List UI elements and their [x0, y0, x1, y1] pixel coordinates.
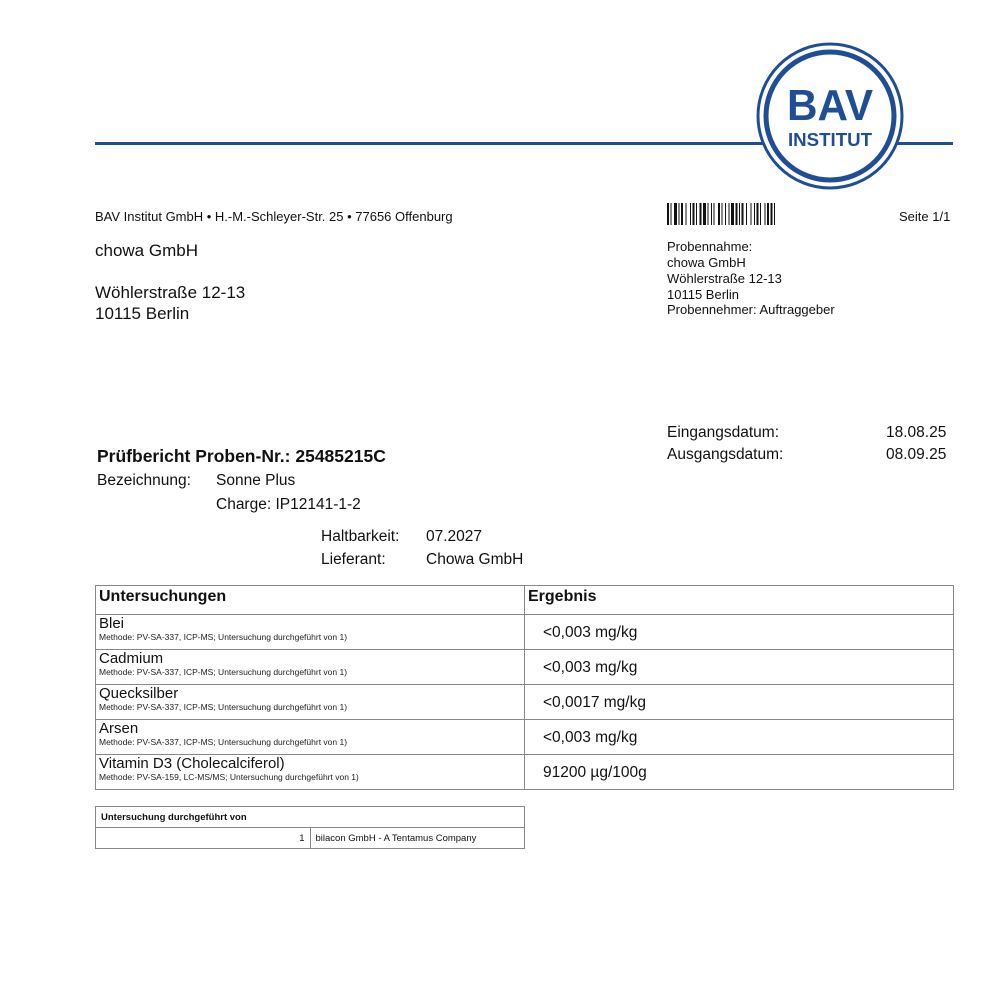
test-result: <0,003 mg/kg — [525, 720, 954, 755]
test-result: <0,003 mg/kg — [525, 650, 954, 685]
supplier-label: Lieferant: — [321, 551, 386, 568]
page-number: Seite 1/1 — [899, 209, 951, 224]
test-cell — [96, 650, 525, 685]
performed-by-header-row — [96, 807, 525, 828]
col-tests-header: Untersuchungen — [96, 586, 525, 615]
sender-line: BAV Institut GmbH • H.-M.-Schleyer-Str. 25 • 77656 Offenburg — [95, 209, 453, 224]
test-cell — [96, 755, 525, 790]
lab-number: 1 — [96, 828, 311, 849]
issued-date-label: Ausgangsdatum: — [667, 446, 784, 463]
sampling-label: Probennahme: — [667, 239, 753, 254]
table-row — [96, 755, 954, 790]
table-row — [96, 685, 954, 720]
received-date-label: Eingangsdatum: — [667, 424, 780, 441]
svg-text:INSTITUT: INSTITUT — [788, 130, 872, 150]
shelf-life-label: Haltbarkeit: — [321, 528, 400, 545]
test-name: Cadmium — [99, 650, 164, 667]
test-result: <0,0017 mg/kg — [525, 685, 954, 720]
issued-date-value: 08.09.25 — [886, 446, 947, 463]
test-cell — [96, 685, 525, 720]
barcode — [667, 203, 839, 230]
test-result: <0,003 mg/kg — [525, 615, 954, 650]
sampling-street: Wöhlerstraße 12-13 — [667, 271, 782, 286]
performed-by-table — [95, 806, 525, 849]
report-title: Prüfbericht Proben-Nr.: 25485215C — [97, 446, 386, 466]
sampling-company: chowa GmbH — [667, 255, 746, 270]
test-method: Methode: PV-SA-159, LC-MS/MS; Untersuchung durchgeführt von 1) — [99, 772, 359, 782]
test-method: Methode: PV-SA-337, ICP-MS; Untersuchung durchgeführt von 1) — [99, 737, 348, 747]
supplier-value: Chowa GmbH — [426, 551, 524, 568]
recipient-city: 10115 Berlin — [95, 304, 190, 323]
designation-value: Sonne Plus — [216, 472, 296, 489]
sampler: Probennehmer: Auftraggeber — [667, 302, 835, 317]
test-method: Methode: PV-SA-337, ICP-MS; Untersuchung durchgeführt von 1) — [99, 702, 348, 712]
test-name: Quecksilber — [99, 685, 179, 702]
shelf-life-value: 07.2027 — [426, 528, 483, 545]
test-result: 91200 µg/100g — [525, 755, 954, 790]
test-name: Vitamin D3 (Cholecalciferol) — [99, 755, 285, 772]
col-result-header: Ergebnis — [525, 586, 954, 615]
recipient-name: chowa GmbH — [95, 241, 198, 260]
performed-by-header: Untersuchung durchgeführt von — [96, 807, 525, 828]
batch: Charge: IP12141-1-2 — [216, 496, 361, 513]
table-row — [96, 650, 954, 685]
recipient-street: Wöhlerstraße 12-13 — [95, 283, 246, 302]
sampling-city: 10115 Berlin — [667, 287, 740, 302]
test-method: Methode: PV-SA-337, ICP-MS; Untersuchung durchgeführt von 1) — [99, 632, 348, 642]
test-method: Methode: PV-SA-337, ICP-MS; Untersuchung durchgeführt von 1) — [99, 667, 348, 677]
lab-name: bilacon GmbH - A Tentamus Company — [310, 828, 525, 849]
table-row — [96, 615, 954, 650]
test-cell — [96, 720, 525, 755]
table-row — [96, 828, 525, 849]
test-cell — [96, 615, 525, 650]
table-row — [96, 720, 954, 755]
designation-label: Bezeichnung: — [97, 472, 191, 489]
svg-text:BAV: BAV — [787, 81, 874, 130]
results-table — [95, 585, 954, 790]
test-name: Arsen — [99, 720, 139, 737]
bav-institut-logo — [756, 42, 904, 190]
test-name: Blei — [99, 615, 125, 632]
results-header-row — [96, 586, 954, 615]
received-date-value: 18.08.25 — [886, 424, 947, 441]
